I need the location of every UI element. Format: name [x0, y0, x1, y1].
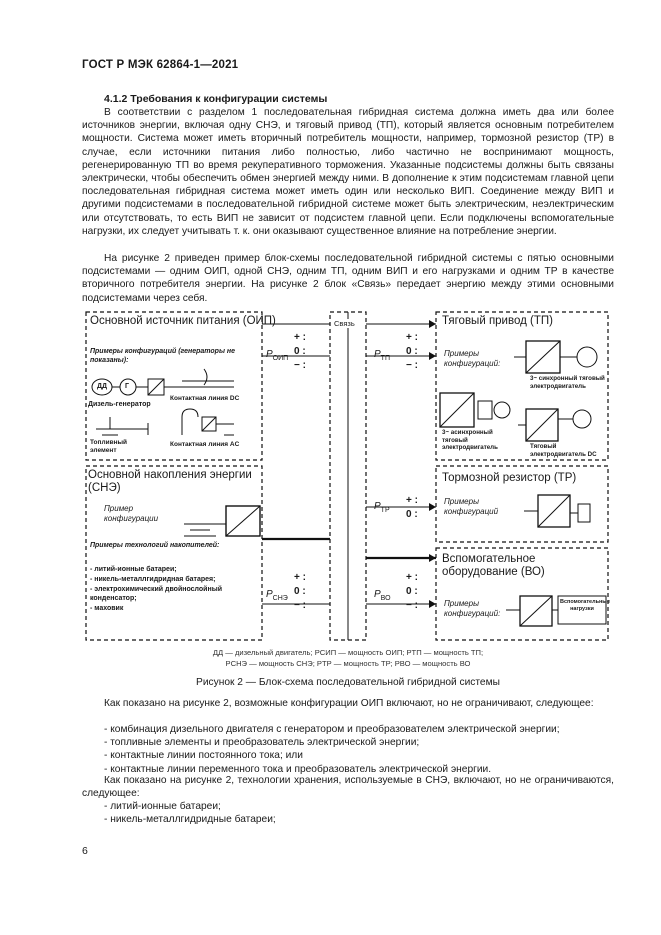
sne-tech-list — [90, 565, 260, 614]
tr-examples-label: Примеры конфигураций — [444, 497, 499, 516]
plus-sign: + : — [406, 495, 418, 506]
list-item: - никель-металлгидридная батарея; — [90, 575, 216, 583]
notes-line: PСНЭ — мощность СНЭ; PТР — мощность ТР; PВО — мощность ВО — [225, 658, 471, 668]
vo-title: Вспомогательное оборудование (ВО) — [442, 553, 545, 578]
link-label: Связь — [334, 319, 355, 328]
list-item: - топливные элементы и преобразователь электрической энергии; — [104, 737, 420, 749]
zero-sign: 0 : — [294, 346, 306, 357]
sne-tech-list-main — [104, 800, 276, 826]
plus-sign: + : — [294, 572, 306, 583]
oip-title: Основной источник питания (ОИП) — [90, 315, 276, 327]
zero-sign: 0 : — [406, 586, 418, 597]
sne-power-signs — [294, 571, 306, 613]
minus-sign: − : — [406, 600, 418, 611]
g-label: Г — [125, 383, 129, 390]
sne-tech-label: Примеры технологий накопителей: — [90, 542, 220, 549]
tr-power-signs — [406, 494, 418, 522]
figure-notes — [82, 648, 614, 669]
paragraph-text: На рисунке 2 приведен пример блок-схемы последовательной гибридной системы с пятью основными подсистемами — одним ОИП, одной СНЭ, одним ТП, одним ВИП и его нагрузками и одним ТР в качестве вторичного потребителя энергии. На рисунке 2 блок «Связь» передает энергию между этими основными подсистемами через себя. — [82, 253, 614, 304]
vo-load-label: Вспомогательные нагрузки — [560, 599, 611, 612]
notes-line: ДД — дизельный двигатель; PСИП — мощность ОИП; PТП — мощность ТП; — [212, 648, 484, 657]
page-number: 6 — [82, 845, 88, 857]
list-item: - маховик — [90, 605, 124, 613]
oip-config-list — [104, 723, 560, 776]
tp-title: Тяговый привод (ТП) — [442, 315, 553, 327]
tp-sync-label: 3~ синхронный тяговый электродвигатель — [530, 375, 605, 390]
block-diagram-figure — [84, 309, 614, 644]
minus-sign: − : — [294, 360, 306, 371]
zero-sign: 0 : — [406, 346, 418, 357]
paragraph-text: В соответствии с разделом 1 последовательная гибридная система должна иметь два или более источников энергии, включая одну СНЭ, и тяговый привод (ТП), который является основным потребителем мощности. Система может иметь вторичный потребитель мощности, например, тормозной резистор (ТР) в случае, если источники питания либо полностью, либо частично не воспринимают мощность, регенерированную ТП во время рекуперативного торможения. Указанные подсистемы должны быть связаны электрически, чтобы обеспечить обмен энергией между ними. В дополнение к этим подсистемам главной цепи последовательная гибридная система может иметь один или несколько ВИП. Соединение между ВИП и другими подсистемами в последовательной гибридной системе может быть электрическим, неэлектрическим или отсутствовать, то есть ВИП не зависит от подсистем главной цепи. Если подключены вспомогательные нагрузки, их следует учитывать т. к. они оказывают существенное влияние на потребление энергии. — [82, 107, 614, 237]
vo-power-symbol: $P_{ВО}$ — [374, 589, 391, 602]
paragraph-text: Как показано на рисунке 2, технологии хранения, используемые в СНЭ, включают, но не ограничиваются, следующее: — [82, 775, 614, 800]
plus-sign: + : — [406, 572, 418, 583]
tr-power-symbol: $P_{ТР}$ — [374, 501, 390, 514]
list-item: - комбинация дизельного двигателя с генератором и преобразователем электрической энергии; — [104, 724, 560, 735]
tp-power-signs — [406, 331, 418, 373]
list-item: - никель-металлгидридные батареи; — [104, 814, 276, 826]
dd-label: ДД — [97, 383, 107, 390]
list-item: - литий-ионные батареи; — [90, 566, 177, 573]
vo-examples-label: Примеры конфигураций: — [444, 599, 501, 618]
sne-example-label: Пример конфигурации — [104, 504, 159, 523]
plus-sign: + : — [294, 332, 306, 343]
ac-line-label: Контактная линия AC — [170, 441, 240, 448]
vo-power-signs — [406, 571, 418, 613]
oip-examples-label: Примеры конфигураций (генераторы не показаны): — [90, 348, 235, 364]
oip-power-signs — [294, 331, 306, 373]
figure-caption: Рисунок 2 — Блок-схема последовательной гибридной системы — [196, 677, 500, 688]
minus-sign: − : — [406, 360, 418, 371]
dc-line-label: Контактная линия DC — [170, 395, 240, 402]
fuel-cell-label: Топливный элемент — [90, 439, 128, 454]
paragraph-figure-intro — [82, 252, 614, 305]
zero-sign: 0 : — [294, 586, 306, 597]
zero-sign: 0 : — [406, 509, 418, 520]
paragraph-text: Как показано на рисунке 2, возможные конфигурации ОИП включают, но не ограничивают, следующее: — [104, 698, 594, 709]
section-title: 4.1.2 Требования к конфигурации системы — [104, 93, 328, 105]
sne-title: Основной накопления энергии (СНЭ) — [88, 469, 252, 494]
list-item: - контактные линии постоянного тока; или — [104, 750, 303, 762]
sne-power-symbol: $P_{СНЭ}$ — [266, 589, 288, 602]
list-item: - литий-ионные батареи; — [104, 801, 221, 812]
oip-power-symbol: $P_{ОИП}$ — [266, 349, 289, 362]
tp-examples-label: Примеры конфигураций: — [444, 349, 501, 368]
minus-sign: − : — [294, 600, 306, 611]
tp-dc-label: Тяговый электродвигатель DC — [530, 443, 597, 458]
list-item: - контактные линии переменного тока и преобразователь электрической энергии. — [104, 763, 492, 775]
tr-title: Тормозной резистор (ТР) — [442, 472, 577, 484]
paragraph-config-requirements — [82, 106, 614, 238]
list-item: - электрохимический двойнослойный конденсатор; — [90, 585, 222, 603]
tp-power-symbol: $P_{ТП}$ — [374, 349, 390, 362]
paragraph-sne-tech — [82, 774, 614, 800]
paragraph-oip-configs — [82, 697, 614, 710]
tp-async-label: 3~ асинхронный тяговый электродвигатель — [442, 429, 498, 452]
plus-sign: + : — [406, 332, 418, 343]
diesel-gen-label: Дизель-генератор — [88, 401, 151, 408]
document-header: ГОСТ Р МЭК 62864-1—2021 — [82, 59, 239, 71]
